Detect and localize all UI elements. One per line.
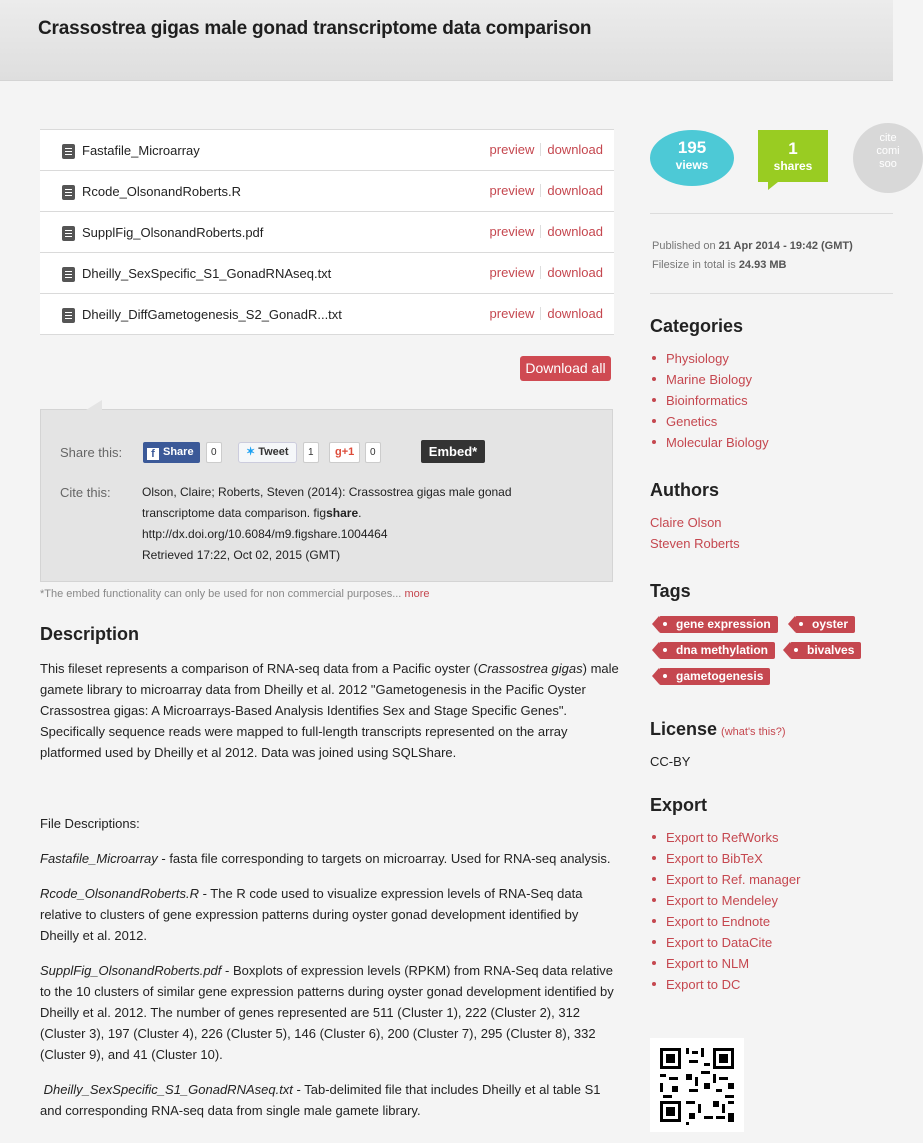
shares-count: 1 — [788, 139, 798, 158]
tweet-label: Tweet — [258, 446, 289, 458]
embed-note-text: *The embed functionality can only be used for non commercial purposes... — [40, 588, 402, 600]
panel-notch — [86, 400, 102, 410]
preview-link[interactable]: preview — [489, 265, 535, 280]
file-row — [40, 294, 614, 335]
download-link[interactable]: download — [547, 306, 603, 321]
categories-heading: Categories — [650, 316, 744, 336]
file-list — [40, 129, 614, 335]
file-description-name: Dheilly_SexSpecific_S1_GonadRNAseq.txt — [43, 1082, 293, 1097]
export-link[interactable]: Export to Mendeley — [666, 893, 779, 908]
file-description-item — [40, 883, 620, 946]
description-paragraph — [40, 658, 620, 763]
filesize-line — [652, 256, 853, 275]
export-link[interactable]: Export to BibTeX — [666, 851, 763, 866]
download-all-button[interactable]: Download all — [520, 356, 611, 381]
species-name: Crassostrea gigas — [477, 661, 583, 676]
export-item — [650, 827, 800, 848]
file-icon — [62, 267, 75, 282]
file-icon — [62, 308, 75, 323]
category-item — [650, 369, 769, 390]
tweet-button[interactable] — [238, 442, 297, 463]
license-heading — [650, 719, 786, 740]
citation-line — [142, 503, 542, 524]
export-item — [650, 911, 800, 932]
preview-link[interactable]: preview — [489, 224, 535, 239]
file-description-item — [40, 960, 618, 1065]
citation-line-text: transcriptome data comparison. fig — [142, 506, 327, 520]
publish-info — [652, 237, 853, 275]
published-label: Published on — [652, 240, 719, 252]
citation-line: Olson, Claire; Roberts, Steven (2014): Crassostrea gigas male gonad — [142, 485, 512, 499]
authors-heading: Authors — [650, 480, 719, 500]
description-body — [40, 658, 620, 763]
download-link[interactable]: download — [547, 265, 603, 280]
embed-button[interactable]: Embed* — [421, 440, 485, 463]
file-description-text: - Tab-delimited file that includes Dheilly et al table S1 and corresponding RNA-seq data from single male gamete library. — [40, 1082, 601, 1118]
citation-line-end: . — [358, 506, 362, 520]
download-link[interactable]: download — [547, 224, 603, 239]
cite-label: Cite this: — [60, 485, 111, 500]
tag[interactable]: oyster — [795, 616, 855, 633]
cites-text: comi — [876, 145, 900, 157]
filesize-value: 24.93 MB — [738, 259, 787, 271]
description-heading: Description — [40, 624, 140, 644]
category-item — [650, 411, 769, 432]
citation-text — [142, 482, 542, 566]
more-link[interactable]: more — [404, 588, 430, 600]
file-row — [40, 130, 614, 171]
file-name: Dheilly_SexSpecific_S1_GonadRNAseq.txt — [82, 266, 332, 281]
page-header — [0, 0, 893, 81]
category-link[interactable]: Bioinformatics — [666, 393, 748, 408]
whats-this-link[interactable]: (what's this?) — [721, 726, 786, 738]
download-link[interactable]: download — [547, 183, 603, 198]
citation-retrieved: Retrieved 17:22, Oct 02, 2015 (GMT) — [142, 548, 341, 562]
file-description-text: - Boxplots of expression levels (RPKM) from RNA-Seq data relative to the 10 clusters of similar gene expression patterns during oyster gonad development identified by Dheilly et al. 2012. The number of genes represented are 511 (Cluster 1), 222 (Cluster 2), 312 (Cluster 3), 197 (Cluster 4), 226 (Cluster 5), 146 (Cluster 6), 200 (Cluster 7), 295 (Cluster 8), 332 (Cluster 9), and 41 (Cluster 10). — [40, 963, 614, 1062]
views-count: 195 — [677, 138, 707, 157]
sidebar-divider — [650, 213, 893, 214]
tag[interactable]: gene expression — [659, 616, 778, 633]
file-name: Dheilly_DiffGametogenesis_S2_GonadR...txt — [82, 307, 342, 322]
category-link[interactable]: Molecular Biology — [666, 435, 769, 450]
authors-list — [650, 512, 740, 554]
share-panel — [40, 409, 613, 582]
export-heading: Export — [650, 795, 708, 815]
export-link[interactable]: Export to Ref. manager — [666, 872, 801, 887]
file-name: Fastafile_Microarray — [82, 143, 200, 158]
facebook-icon: f — [147, 448, 159, 460]
gplus-g-icon: g — [335, 446, 342, 458]
preview-link[interactable]: preview — [489, 183, 535, 198]
file-name: SupplFig_OlsonandRoberts.pdf — [82, 225, 264, 240]
category-link[interactable]: Genetics — [666, 414, 718, 429]
facebook-share-button[interactable] — [143, 442, 200, 463]
filesize-label: Filesize in total is — [652, 259, 739, 271]
qr-code — [650, 1038, 744, 1132]
twitter-bird-icon: ✶ — [246, 446, 256, 458]
tag[interactable]: gametogenesis — [659, 668, 770, 685]
download-link[interactable]: download — [547, 142, 603, 157]
author-link[interactable]: Claire Olson — [650, 515, 722, 530]
shares-badge — [758, 130, 828, 182]
category-link[interactable]: Physiology — [666, 351, 729, 366]
export-item — [650, 848, 800, 869]
file-description-name: Rcode_OlsonandRoberts.R — [40, 886, 199, 901]
tags-heading: Tags — [650, 581, 691, 601]
export-item — [650, 932, 800, 953]
license-value: CC-BY — [650, 754, 691, 769]
file-description-name: SupplFig_OlsonandRoberts.pdf — [40, 963, 222, 978]
gplus-count: 0 — [365, 442, 381, 463]
category-item — [650, 432, 769, 453]
file-description-text: - The R code used to visualize expression levels of RNA-Seq data relative to clusters of gene expression patterns during oyster gonad development identified by Dheilly et al. 2012. — [40, 886, 583, 943]
tag[interactable]: dna methylation — [659, 642, 775, 659]
gplus-label: +1 — [341, 446, 355, 458]
export-link[interactable]: Export to DC — [666, 977, 741, 992]
author-link[interactable]: Steven Roberts — [650, 536, 740, 551]
gplus-button[interactable] — [329, 442, 360, 463]
tag[interactable]: bivalves — [790, 642, 861, 659]
facebook-count: 0 — [206, 442, 222, 463]
cites-text: cite — [879, 132, 897, 144]
file-row — [40, 171, 614, 212]
export-link[interactable]: Export to Endnote — [666, 914, 771, 929]
license-heading-text: License — [650, 719, 718, 739]
file-icon — [62, 185, 75, 200]
export-link[interactable]: Export to NLM — [666, 956, 750, 971]
qr-code-icon — [650, 1038, 744, 1132]
export-link[interactable]: Export to DataCite — [666, 935, 773, 950]
citation-doi[interactable]: http://dx.doi.org/10.6084/m9.figshare.1004464 — [142, 527, 388, 541]
page-title: Crassostrea gigas male gonad transcriptome data comparison — [38, 18, 592, 39]
shares-label: shares — [773, 159, 813, 173]
file-description-item — [40, 848, 620, 869]
embed-note — [40, 588, 430, 600]
export-item — [650, 869, 800, 890]
facebook-share-label: Share — [163, 446, 194, 458]
category-item — [650, 390, 769, 411]
file-description-text: - fasta file corresponding to targets on microarray. Used for RNA-seq analysis. — [157, 851, 611, 866]
file-name: Rcode_OlsonandRoberts.R — [82, 184, 241, 199]
category-link[interactable]: Marine Biology — [666, 372, 752, 387]
published-line — [652, 237, 853, 256]
export-list — [650, 827, 800, 995]
share-label: Share this: — [60, 445, 123, 460]
views-badge — [650, 130, 734, 186]
cites-badge — [853, 123, 923, 193]
file-description-name: Fastafile_Microarray — [40, 851, 158, 866]
sidebar-divider — [650, 293, 893, 294]
published-date: 21 Apr 2014 - 19:42 (GMT) — [718, 240, 853, 252]
file-descriptions-label: File Descriptions: — [40, 816, 140, 831]
export-link[interactable]: Export to RefWorks — [666, 830, 779, 845]
tweet-count: 1 — [303, 442, 319, 463]
file-row — [40, 253, 614, 294]
category-item — [650, 348, 769, 369]
cites-text: soo — [879, 158, 897, 170]
file-icon — [62, 226, 75, 241]
export-item — [650, 953, 800, 974]
export-item — [650, 974, 800, 995]
description-text: ) male gamete library to microarray data from Dheilly et al. 2012 "Gametogenesis in the Pacific Oyster Crassostrea gigas: A Microarrays-Based Analysis Identifies Sex and Stage Specific Genes". Specifically sequence reads were mapped to full-length transcripts represented on the array platformed used by Dheilly et al 2012. Data was joined using SQLShare. — [40, 661, 619, 760]
file-description-item — [40, 1079, 620, 1121]
file-icon — [62, 144, 75, 159]
citation-brand: share — [326, 506, 359, 520]
preview-link[interactable]: preview — [489, 306, 535, 321]
categories-list — [650, 348, 769, 453]
views-label: views — [675, 158, 709, 172]
export-item — [650, 890, 800, 911]
preview-link[interactable]: preview — [489, 142, 535, 157]
file-row — [40, 212, 614, 253]
description-text: This fileset represents a comparison of RNA-seq data from a Pacific oyster ( — [40, 661, 478, 676]
